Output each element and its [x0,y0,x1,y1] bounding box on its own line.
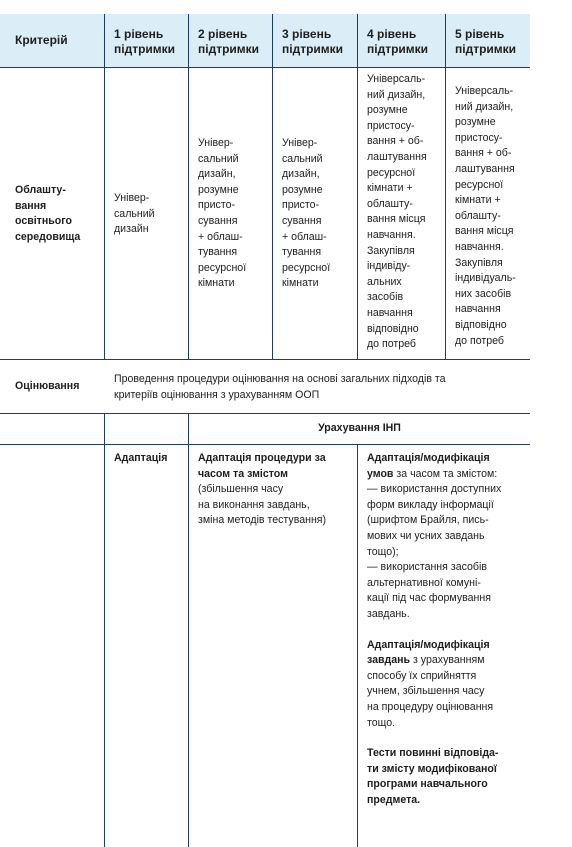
rule-v1 [104,14,105,360]
adapt-procedure: Адаптація процедури за часом та змістом (збільшення часу на виконання завдань, зміна методів тестування) [198,452,327,527]
env-level-4: Універсаль- ний дизайн, розумне пристосу- вання + об- лаштування ресурсної кімнати + облашту- вання місця навчання. Закупівля індивіду- альних засобів навчання відповідно до потреб [367,73,427,351]
rule-v4 [357,14,358,360]
rule-assess-bottom [0,413,530,414]
table-header [0,14,530,67]
rule-v2 [188,14,189,360]
header-level-5: 5 рівень підтримки [455,27,517,56]
rule-v1b [104,413,105,847]
rule-v3 [272,14,273,360]
adapt-conditions: Адаптація/модифікація умов за часом та змістом: — використання доступних форм викладу інформації (шрифтом Брайля, пись- мових чи усних завдань тощо); — використання засобів альтернативної комуні- кації під час формування завдань. Адаптація/модифікація завдань з урахуванням способу їх сприйняття учнем, збільшення часу на процедуру оцінювання тощо. Тести повинні відповіда- ти змісту модифікованої програми навчального предмета. [367,452,502,806]
env-level-3: Універ- сальний дизайн, розумне присто- сування + облаш- тування ресурсної кімнати [282,137,331,290]
header-criterion: Критерій [15,33,68,47]
ipp-heading: Урахування ІНП [318,422,401,434]
env-label: Облашту- вання освітнього середовища [15,184,81,243]
adapt-label: Адаптація [114,452,168,464]
env-level-5: Універсаль- ний дизайн, розумне пристосу- вання + об- лаштування ресурсної кімнати + облашту- вання місця навчання. Закупівля індивідуаль- них засобів навчання відповідно до потреб [455,85,516,347]
rule-header-bottom [0,67,530,68]
env-level-1: Універ- сальний дизайн [114,192,155,236]
assess-text: Проведення процедури оцінювання на основі загальних підходів та критеріїв оцінювання з урахуванням ООП [114,373,446,401]
rule-v2b [188,413,189,847]
header-level-2: 2 рівень підтримки [198,27,260,56]
assess-label: Оцінювання [15,380,80,392]
rule-env-bottom [0,359,530,360]
header-level-3: 3 рівень підтримки [282,27,344,56]
env-level-2: Універ- сальний дизайн, розумне присто- сування + облаш- тування ресурсної кімнати [198,137,247,290]
header-level-1: 1 рівень підтримки [114,27,176,56]
rule-ipp-bottom [0,444,530,445]
header-level-4: 4 рівень підтримки [367,27,429,56]
rule-v4b [357,444,358,847]
